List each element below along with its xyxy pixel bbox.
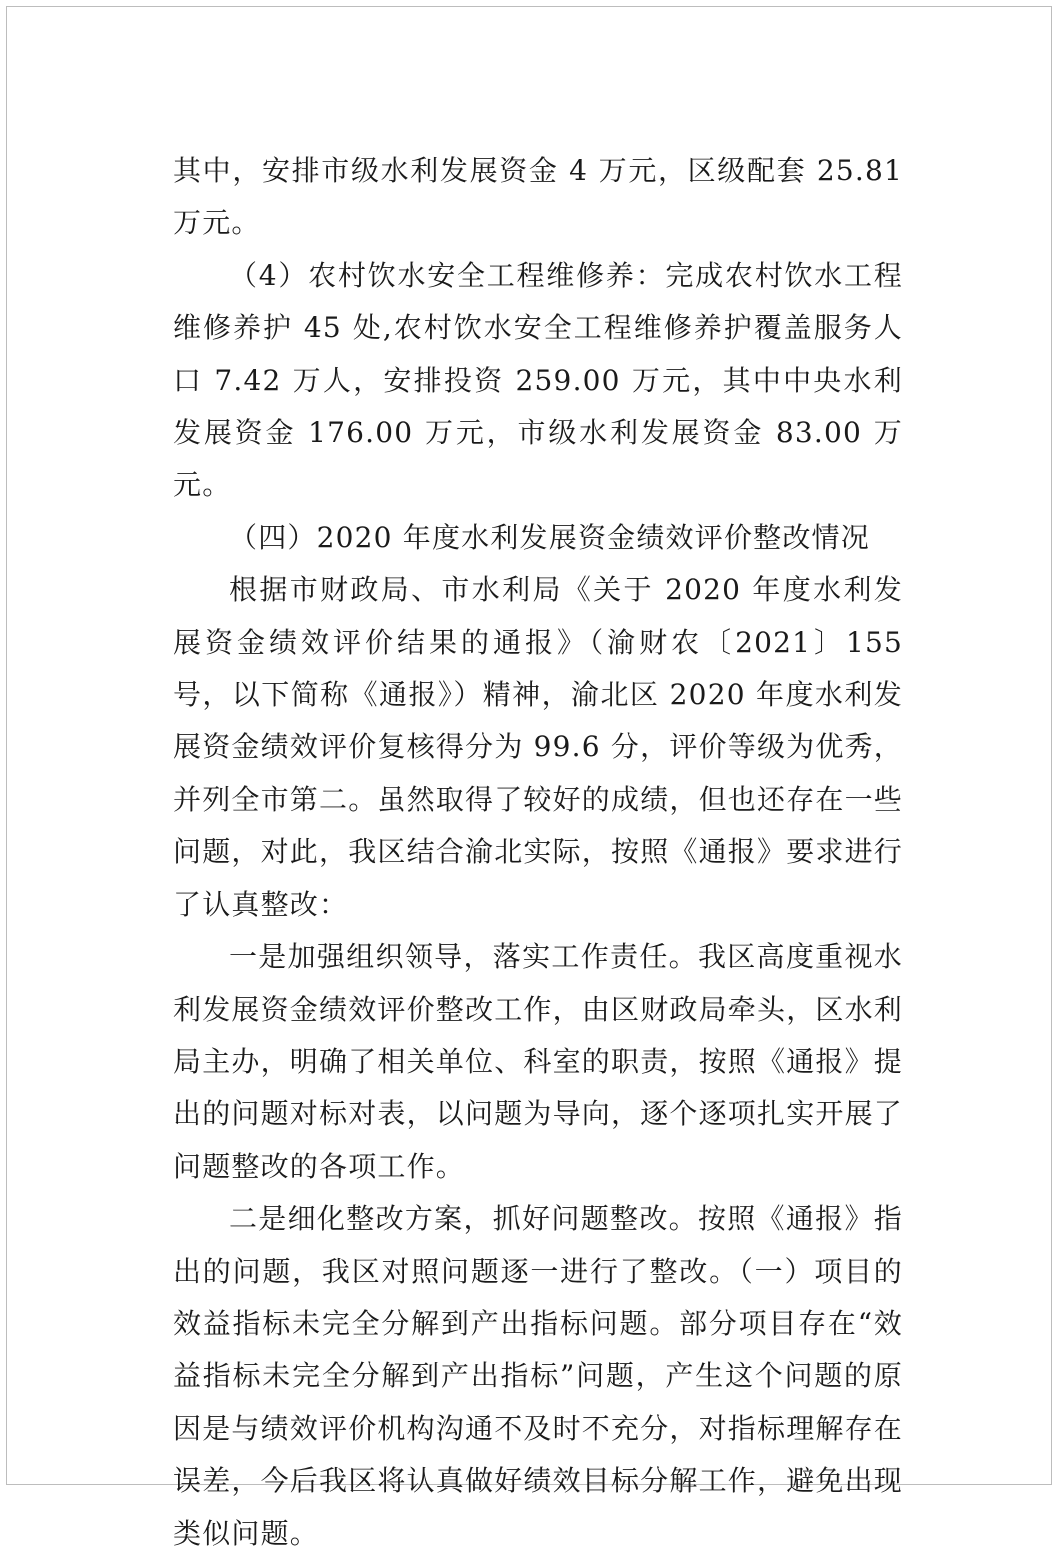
section-heading-2020-rectification: （四）2020 年度水利发展资金绩效评价整改情况 bbox=[229, 520, 870, 554]
paragraph-rural-water-maintenance: （4）农村饮水安全工程维修养：完成农村饮水工程维修养护 45 处,农村饮水安全工程维修养护覆盖服务人口 7.42 万人，安排投资 259.00 万元，其中中央水利发展资金 176.00 万元，市级水利发展资金 83.00 万元。 bbox=[173, 258, 903, 502]
paragraph-refine-plan: 二是细化整改方案，抓好问题整改。按照《通报》指出的问题，我区对照问题逐一进行了整改。（一）项目的效益指标未完全分解到产出指标问题。部分项目存在“效益指标未完全分解到产出指标”问题，产生这个问题的原因是与绩效评价机构沟通不及时不充分，对指标理解存在误差，今后我区将认真做好绩效目标分解工作，避免出现类似问题。 bbox=[173, 1202, 904, 1550]
paragraph-strengthen-leadership: 一是加强组织领导，落实工作责任。我区高度重视水利发展资金绩效评价整改工作，由区财政局牵头，区水利局主办，明确了相关单位、科室的职责，按照《通报》提出的问题对标对表，以问题为导向，逐个逐项扎实开展了问题整改的各项工作。 bbox=[173, 940, 904, 1183]
document-page bbox=[6, 6, 1052, 1550]
document-body bbox=[173, 145, 903, 1560]
paragraph-funding-summary: 其中，安排市级水利发展资金 4 万元，区级配套 25.81 万元。 bbox=[173, 154, 903, 240]
paragraph-notice-background: 根据市财政局、市水利局《关于 2020 年度水利发展资金绩效评价结果的通报》（渝财农〔2021〕155 号，以下简称《通报》）精神，渝北区 2020 年度水利发展资金绩效评价复核得分为 99.6 分，评价等级为优秀，并列全市第二。虽然取得了较好的成绩，但也还存在一些问题，对此，我区结合渝北实际，按照《通报》要求进行了认真整改： bbox=[173, 573, 904, 921]
